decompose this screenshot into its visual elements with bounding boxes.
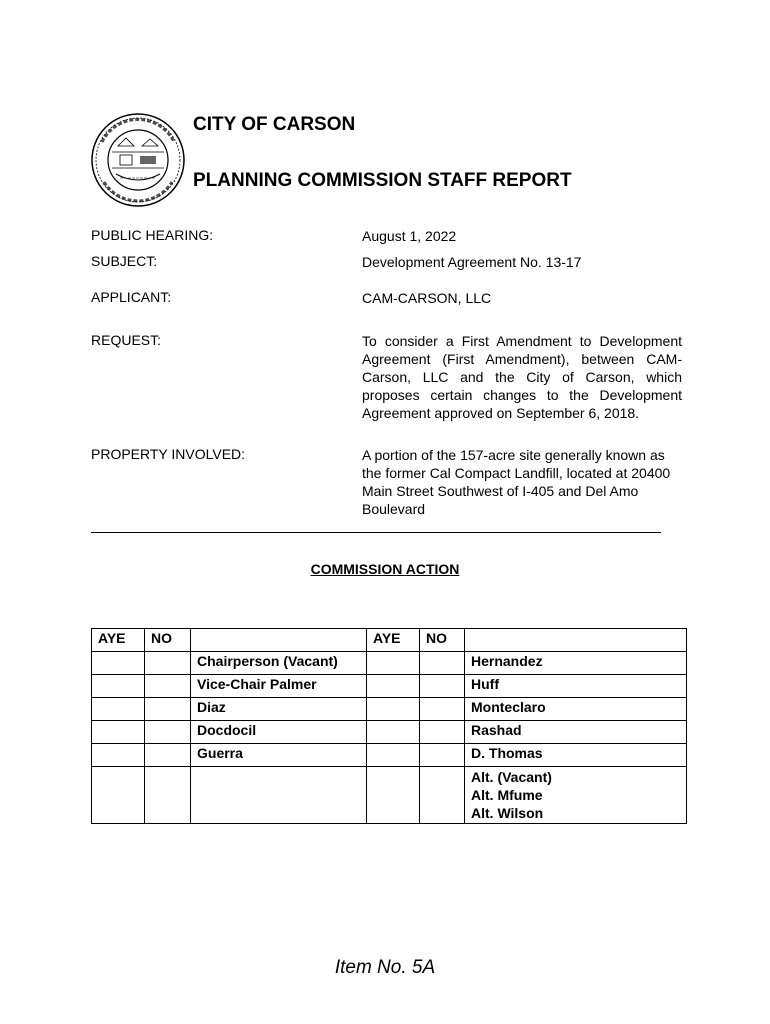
table-row-alternates (92, 767, 687, 824)
aye-cell (367, 698, 420, 721)
table-row (92, 652, 687, 675)
commissioner-name: Diaz (191, 698, 367, 721)
commissioner-name: Hernandez (465, 652, 687, 675)
public-hearing-value: August 1, 2022 (362, 228, 457, 244)
aye-cell (367, 652, 420, 675)
no-cell (420, 767, 465, 824)
alternate-name: Alt. (Vacant) (471, 769, 552, 785)
name-header-cell (191, 629, 367, 652)
alternate-name: Alt. Mfume (471, 787, 543, 803)
public-hearing-label: PUBLIC HEARING: (91, 227, 214, 243)
no-cell (145, 652, 191, 675)
applicant-value: CAM-CARSON, LLC (362, 290, 492, 306)
no-cell (145, 675, 191, 698)
no-header: NO (145, 629, 191, 652)
report-title: PLANNING COMMISSION STAFF REPORT (193, 170, 572, 191)
commissioner-name: D. Thomas (465, 744, 687, 767)
table-row (92, 698, 687, 721)
aye-cell (367, 675, 420, 698)
no-cell (420, 675, 465, 698)
item-number: Item No. 5A (334, 957, 436, 978)
no-cell (145, 721, 191, 744)
commissioner-name: Vice-Chair Palmer (191, 675, 367, 698)
subject-value: Development Agreement No. 13-17 (362, 254, 582, 270)
aye-cell (367, 744, 420, 767)
no-cell (420, 652, 465, 675)
commissioner-name: Chairperson (Vacant) (191, 652, 367, 675)
name-header-cell (465, 629, 687, 652)
commissioner-name: Monteclaro (465, 698, 687, 721)
aye-cell (92, 652, 145, 675)
subject-label: SUBJECT: (91, 253, 158, 269)
property-involved-value: A portion of the 157-acre site generally known as the former Cal Compact Landfill, located at 20400 Main Street Southwest of I-405 and Del Amo Boulevard (362, 447, 671, 517)
table-row (92, 721, 687, 744)
applicant-label: APPLICANT: (91, 289, 172, 305)
commissioner-name: Rashad (465, 721, 687, 744)
no-cell (145, 744, 191, 767)
city-seal-icon (90, 112, 186, 208)
property-involved-label: PROPERTY INVOLVED: (91, 446, 246, 462)
aye-cell (367, 721, 420, 744)
divider (91, 532, 661, 533)
request-label: REQUEST: (91, 332, 162, 348)
aye-header: AYE (367, 629, 420, 652)
aye-cell (367, 767, 420, 824)
no-cell (145, 767, 191, 824)
aye-cell (92, 767, 145, 824)
alternate-name: Alt. Wilson (471, 805, 544, 821)
no-cell (420, 744, 465, 767)
no-cell (145, 698, 191, 721)
aye-cell (92, 698, 145, 721)
no-cell (420, 698, 465, 721)
aye-cell (92, 675, 145, 698)
commissioner-name: Docdocil (191, 721, 367, 744)
table-header-row (92, 629, 687, 652)
city-name: CITY OF CARSON (193, 114, 356, 135)
aye-header: AYE (92, 629, 145, 652)
table-row (92, 744, 687, 767)
empty-name-cell (191, 767, 367, 824)
request-value: To consider a First Amendment to Development Agreement (First Amendment), between CAM-Carson, LLC and the City of Carson, which proposes certain changes to the Development Agreement approved on September 6, 2018. (362, 333, 682, 421)
no-header: NO (420, 629, 465, 652)
vote-table (91, 628, 687, 824)
commissioner-name: Guerra (191, 744, 367, 767)
no-cell (420, 721, 465, 744)
table-row (92, 675, 687, 698)
aye-cell (92, 721, 145, 744)
commission-action-title: COMMISSION ACTION (310, 561, 460, 577)
commissioner-name: Huff (465, 675, 687, 698)
alternates-cell (465, 767, 687, 824)
aye-cell (92, 744, 145, 767)
